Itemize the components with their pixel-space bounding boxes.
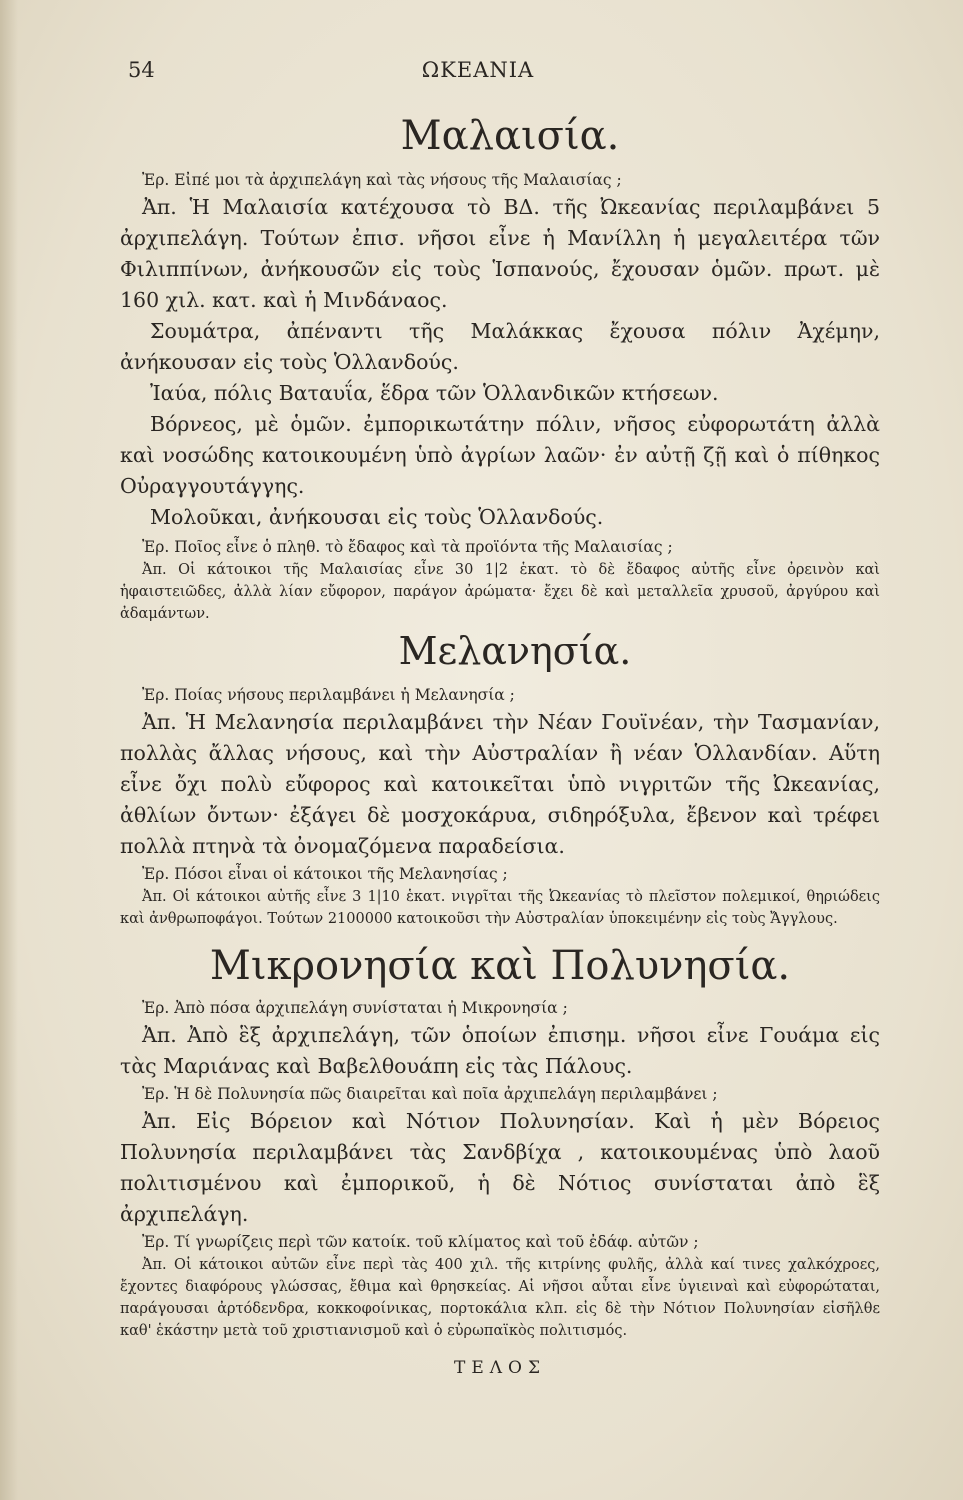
question-paragraph: Ἐρ. Ποῖος εἶνε ὁ πληθ. τὸ ἔδαφος καὶ τὰ προϊόντα τῆς Μαλαισίας ;	[142, 538, 673, 556]
running-header	[128, 58, 828, 88]
question-paragraph: Ἐρ. Ἀπὸ πόσα ἀρχιπελάγη συνίσταται ἡ Μικρονησία ;	[142, 998, 568, 1017]
section-title-malaisia: Μαλαισία.	[400, 113, 620, 159]
question-paragraph: Ἐρ. Πόσοι εἶναι οἱ κάτοικοι τῆς Μελανησίας ;	[142, 864, 508, 883]
running-title: ΩΚΕΑΝΙΑ	[421, 58, 535, 82]
answer-paragraph: Ἀπ. Οἱ κάτοικοι αὐτῆς εἶνε 3 1|10 ἑκατ. νιγρῖται τῆς Ὠκεανίας τὸ πλεῖστον πολεμικοί, θηριώδεις καὶ ἀνθρωποφάγοι. Τούτων 2100000 κατοικοῦσι τὴν Αὐστραλίαν ὑποκειμένην εἰς τοὺς Ἄγγλους.	[120, 888, 880, 927]
section-title-mikronisia: Μικρονησία καὶ Πολυνησία.	[209, 942, 791, 989]
body-paragraph: Σουμάτρα, ἀπέναντι τῆς Μαλάκκας ἔχουσα πόλιν Ἀχέμην, ἀνήκουσαν εἰς τοὺς Ὁλλανδούς.	[120, 319, 880, 374]
answer-paragraph: Ἀπ. Ἡ Μελανησία περιλαμβάνει τὴν Νέαν Γουϊνέαν, τὴν Τασμανίαν, πολλὰς ἄλλας νήσους, καὶ τὴν Αὐστραλίαν ἢ νέαν Ὁλλανδίαν. Αὕτη εἶνε ὄχι πολὺ εὔφορος καὶ κατοικεῖται ὑπὸ νιγριτῶν τῆς Ὠκεανίας, ἀθλίων ὄντων· ἐξάγει δὲ μοσχοκάρυα, σιδηρόξυλα, ἔβενον καὶ τρέφει πολλὰ πτηνὰ τὰ ὀνομαζόμενα παραδείσια.	[120, 709, 880, 858]
body-paragraph: Μολοῦκαι, ἀνήκουσαι εἰς τοὺς Ὁλλανδούς.	[150, 505, 604, 529]
page-body	[120, 108, 880, 1378]
question-paragraph: Ἐρ. Εἰπέ μοι τὰ ἀρχιπελάγη καὶ τὰς νήσους τῆς Μαλαισίας ;	[142, 171, 622, 189]
section-title-melanisia: Μελανησία.	[398, 629, 632, 673]
question-paragraph: Ἐρ. Ἡ δὲ Πολυνησία πῶς διαιρεῖται καὶ ποῖα ἀρχιπελάγη περιλαμβάνει ;	[142, 1084, 718, 1103]
answer-paragraph: Ἀπ. Ἡ Μαλαισία κατέχουσα τὸ ΒΔ. τῆς Ὠκεανίας περιλαμβάνει 5 ἀρχιπελάγη. Τούτων ἐπισ. νῆσοι εἶνε ἡ Μανίλλη ἡ μεγαλειτέρα τῶν Φιλιππίνων, ἀνήκουσῶν εἰς τοὺς Ἱσπανούς, ἔχουσαν ὁμῶν. πρωτ. μὲ 160 χιλ. κατ. καὶ ἡ Μινδάναος.	[120, 195, 880, 312]
page-number: 54	[128, 58, 155, 82]
body-paragraph: Ἰαύα, πόλις Βαταυΐα, ἕδρα τῶν Ὁλλανδικῶν κτήσεων.	[150, 381, 719, 405]
answer-paragraph: Ἀπ. Οἱ κάτοικοι τῆς Μαλαισίας εἶνε 30 1|2 ἑκατ. τὸ δὲ ἔδαφος αὐτῆς εἶνε ὀρεινὸν καὶ ἡφαιστειῶδες, ἀλλὰ λίαν εὔφορον, παράγον ἀρώματα· ἔχει δὲ καὶ μεταλλεῖα χρυσοῦ, ἀργύρου καὶ ἀδαμάντων.	[120, 562, 880, 622]
question-paragraph: Ἐρ. Ποίας νήσους περιλαμβάνει ἡ Μελανησία ;	[142, 685, 515, 704]
page-edge-shadow	[0, 0, 18, 1500]
body-paragraph: Βόρνεος, μὲ ὁμῶν. ἐμπορικωτάτην πόλιν, νῆσος εὐφορωτάτη ἀλλὰ καὶ νοσώδης κατοικουμένη ὑπὸ ἀγρίων λαῶν· ἐν αὐτῇ ζῇ καὶ ὁ πίθηκος Οὐραγγουτάγγης.	[120, 412, 880, 498]
answer-paragraph: Ἀπ. Εἰς Βόρειον καὶ Νότιον Πολυνησίαν. Καὶ ἡ μὲν Βόρειος Πολυνησία περιλαμβάνει τὰς Σανδβίχα , κατοικουμένας ὑπὸ λαοῦ πολιτισμένου καὶ ἐμπορικοῦ, ἡ δὲ Νότιος συνίσταται ἀπὸ ἓξ ἀρχιπελάγη.	[120, 1108, 880, 1226]
question-paragraph: Ἐρ. Τί γνωρίζεις περὶ τῶν κατοίκ. τοῦ κλίματος καὶ τοῦ ἐδάφ. αὐτῶν ;	[142, 1232, 699, 1251]
end-mark: ΤΕΛΟΣ	[454, 1357, 546, 1378]
answer-paragraph: Ἀπ. Ἀπὸ ἓξ ἀρχιπελάγη, τῶν ὁποίων ἐπισημ. νῆσοι εἶνε Γουάμα εἰς τὰς Μαριάνας καὶ Βαβελθουάπη εἰς τὰς Πάλους.	[120, 1022, 880, 1078]
answer-paragraph: Ἀπ. Οἱ κάτοικοι αὐτῶν εἶνε περὶ τὰς 400 χιλ. τῆς κιτρίνης φυλῆς, ἀλλὰ καί τινες χαλκόχροες, ἔχοντες διαφόρους γλώσσας, ἔθιμα καὶ θρησκείας. Αἱ νῆσοι αὗται εἶνε ὑγιειναὶ καὶ εὐφορώταται, παράγουσαι ἀρτόδενδρα, κοκκοφοίνικας, πορτοκάλια κλπ. εἰς δὲ τὴν Νότιον Πολυνησίαν εἰσῆλθε καθ' ἑκάστην μετὰ τοῦ χριστιανισμοῦ καὶ ὁ εὐρωπαϊκὸς πολιτισμός.	[120, 1256, 880, 1339]
